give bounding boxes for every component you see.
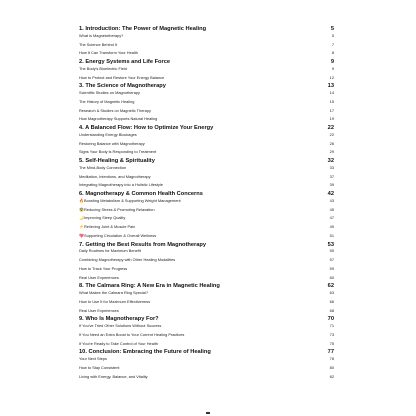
toc-entry-page-number: 59 [329, 265, 334, 271]
chapter-number: 7. [79, 241, 84, 248]
toc-entry-title: Integrating Magnotherapy into a Holistic Lifestyle [79, 182, 163, 188]
chapter-heading[interactable] [79, 191, 334, 198]
toc-entry-page-number: 33 [329, 164, 334, 170]
toc-entry-page-number: 63 [329, 290, 334, 296]
entry-emoji-icon: 🌙 [79, 215, 84, 221]
chapter-title [79, 59, 170, 66]
chapter-title-text: Introduction: The Power of Magnetic Healing [85, 26, 207, 32]
chapter-page-number: 32 [327, 157, 334, 164]
toc-entry-title: Understanding Energy Blockages [79, 131, 137, 137]
toc-entry[interactable] [79, 290, 334, 295]
chapter-heading[interactable] [79, 125, 334, 132]
toc-chapter [79, 242, 334, 281]
toc-chapter [79, 349, 334, 379]
toc-entry[interactable] [79, 141, 334, 146]
toc-entry-title: If You're Ready to Take Control of Your Health [79, 340, 158, 346]
toc-entry-title: The Mind-Body Connection [79, 164, 127, 170]
chapter-title-text: Magnotherapy & Common Health Concerns [85, 190, 203, 197]
toc-entry-title: Meditation, Intentions, and Magnotherapy [79, 173, 151, 179]
toc-entry-label [79, 341, 158, 346]
toc-entry-page-number: 66 [329, 298, 334, 304]
toc-entry-page-number: 78 [329, 356, 334, 362]
toc-entry-label [79, 248, 141, 253]
toc-entry[interactable] [79, 42, 334, 47]
toc-chapter [79, 283, 334, 313]
entry-emoji-icon: 😨 [79, 206, 84, 212]
toc-entry-title: How to Stay Consistent [79, 364, 120, 370]
chapter-page-number: 9 [330, 58, 334, 65]
chapter-page-number: 77 [327, 349, 334, 356]
toc-entry-label [79, 99, 134, 104]
chapter-title-text: Who Is Magnotherapy For? [85, 316, 159, 323]
chapter-title [79, 283, 220, 290]
chapter-number: 2. [79, 58, 84, 65]
toc-entry-title: Signs Your Body is Responding to Treatment [79, 149, 157, 155]
toc-entry-label [79, 42, 117, 47]
toc-entry-label [79, 356, 107, 361]
page-marker [206, 412, 210, 414]
entry-emoji-icon: 🔥 [79, 197, 84, 203]
toc-chapter [79, 158, 334, 188]
toc-entry-label [79, 198, 181, 203]
toc-entry-page-number: 5 [331, 32, 334, 38]
toc-chapter [79, 191, 334, 238]
toc-entry[interactable] [79, 374, 334, 379]
toc-entry-label [79, 149, 156, 154]
toc-entry-title: Boosting Metabolism & Supporting Weight Management [84, 197, 181, 203]
chapter-page-number: 53 [327, 241, 334, 248]
chapter-number: 6. [79, 190, 84, 197]
toc-entry[interactable] [79, 266, 334, 271]
toc-entry-label [79, 182, 163, 187]
toc-entry-title: How It Can Transform Your Health [79, 50, 139, 56]
toc-entry-label [79, 299, 150, 304]
toc-entry-title: The Science Behind It [79, 41, 118, 47]
toc-entry[interactable] [79, 299, 334, 304]
toc-entry-page-number: 68 [329, 307, 334, 313]
chapter-title-text: Getting the Best Results from Magnotherapy [85, 241, 207, 248]
toc-entry-title: Combining Magnotherapy with Other Healing Modalities [79, 257, 176, 263]
toc-entry-title: Relieving Joint & Muscle Pain [84, 224, 136, 230]
toc-entry-page-number: 75 [329, 340, 334, 346]
toc-entry-label [79, 257, 175, 262]
chapter-number: 10. [79, 349, 87, 356]
toc-entry-title: How to Protect and Restore Your Energy Balance [79, 74, 165, 80]
toc-entry-label [79, 207, 155, 212]
toc-entry-page-number: 82 [329, 373, 334, 379]
toc-entry-title: Your Next Steps [79, 356, 107, 362]
toc-entry-title: Scientific Studies on Magnotherapy [79, 89, 140, 95]
toc-entry-title: How to Use It for Maximum Effectiveness [79, 298, 151, 304]
chapter-title [79, 242, 206, 249]
chapter-number: 5. [79, 157, 84, 164]
toc-entry[interactable] [79, 341, 334, 346]
toc-entry-label [79, 50, 138, 55]
toc-entry-page-number: 49 [329, 224, 334, 230]
toc-entry-title: Improving Sleep Quality [84, 215, 126, 221]
chapter-title-text: Energy Systems and Life Force [85, 58, 171, 65]
chapter-heading[interactable] [79, 83, 334, 90]
toc-entry-label [79, 108, 151, 113]
toc-entry-label [79, 116, 157, 121]
toc-entry-page-number: 45 [329, 206, 334, 212]
chapter-page-number: 62 [327, 283, 334, 290]
toc-entry[interactable] [79, 308, 334, 313]
toc-entry[interactable] [79, 75, 334, 80]
chapter-heading[interactable] [79, 316, 334, 323]
toc-entry-label [79, 323, 161, 328]
toc-chapter [79, 125, 334, 155]
toc-entry[interactable] [79, 257, 334, 262]
toc-entry-title: Real User Experiences [79, 307, 119, 313]
toc-entry[interactable] [79, 174, 334, 179]
toc-entry[interactable] [79, 149, 334, 154]
chapter-heading[interactable] [79, 349, 334, 356]
toc-entry-title: If You've Tried Other Solutions Without Success [79, 323, 162, 329]
toc-entry-page-number: 15 [329, 98, 334, 104]
toc-entry-label [79, 308, 119, 313]
toc-entry[interactable] [79, 198, 334, 203]
toc-entry-title: Restoring Balance with Magnotherapy [79, 140, 145, 146]
toc-entry-label [79, 141, 145, 146]
toc-entry-page-number: 7 [331, 41, 334, 47]
chapter-heading[interactable] [79, 242, 334, 249]
chapter-title [79, 125, 213, 132]
toc-entry-label [79, 215, 125, 220]
toc-entry[interactable] [79, 215, 334, 220]
chapter-title-text: Self-Healing & Spirituality [85, 157, 155, 164]
chapter-page-number: 13 [327, 83, 334, 90]
toc-entry[interactable] [79, 323, 334, 328]
toc-entry-page-number: 14 [329, 89, 334, 95]
toc-entry-page-number: 60 [329, 274, 334, 280]
chapter-title [79, 349, 211, 356]
toc-entry-page-number: 73 [329, 331, 334, 337]
toc-entry-page-number: 8 [331, 50, 334, 56]
toc-entry-page-number: 43 [329, 197, 334, 203]
toc-chapter [79, 316, 334, 346]
table-of-contents [79, 26, 334, 382]
toc-entry-page-number: 57 [329, 257, 334, 263]
toc-entry-label [79, 165, 126, 170]
toc-entry[interactable] [79, 116, 334, 121]
chapter-title [79, 83, 166, 90]
toc-entry-title: How to Track Your Progress [79, 265, 128, 271]
toc-entry-label [79, 75, 164, 80]
toc-entry-label [79, 233, 156, 238]
chapter-title-text: A Balanced Flow: How to Optimize Your Energy [85, 124, 214, 131]
chapter-title [79, 316, 159, 323]
toc-entry-page-number: 26 [329, 140, 334, 146]
toc-chapter [79, 83, 334, 122]
chapter-title-text: Conclusion: Embracing the Future of Healing [88, 349, 211, 356]
toc-entry-title: Supporting Circulation & Overall Wellness [84, 232, 157, 238]
chapter-page-number: 70 [327, 316, 334, 323]
toc-entry-title: The Body's Bioelectric Field [79, 65, 127, 71]
toc-chapter [79, 59, 334, 80]
toc-entry-page-number: 22 [329, 131, 334, 137]
toc-entry[interactable] [79, 233, 334, 238]
toc-entry[interactable] [79, 50, 334, 55]
toc-entry[interactable] [79, 132, 334, 137]
toc-entry[interactable] [79, 224, 334, 229]
toc-entry-label [79, 33, 123, 38]
toc-entry[interactable] [79, 182, 334, 187]
toc-entry-page-number: 55 [329, 248, 334, 254]
toc-entry-title: Real User Experiences [79, 274, 119, 280]
toc-entry-label [79, 66, 127, 71]
toc-entry[interactable] [79, 108, 334, 113]
toc-entry-title: Daily Routines for Maximum Benefit [79, 248, 141, 254]
chapter-title [79, 158, 155, 165]
chapter-number: 3. [79, 83, 84, 90]
chapter-heading[interactable] [79, 158, 334, 165]
toc-entry[interactable] [79, 33, 334, 38]
toc-entry[interactable] [79, 207, 334, 212]
toc-entry-page-number: 29 [329, 149, 334, 155]
toc-entry-page-number: 80 [329, 364, 334, 370]
chapter-title-text: The Calmara Ring: A New Era in Magnetic Healing [85, 283, 220, 290]
chapter-number: 8. [79, 283, 84, 290]
chapter-heading[interactable] [79, 283, 334, 290]
toc-entry-title: Living with Energy, Balance, and Vitality [79, 373, 148, 379]
toc-entry-label [79, 224, 135, 229]
toc-entry[interactable] [79, 90, 334, 95]
toc-entry-page-number: 19 [329, 116, 334, 122]
chapter-number: 1. [79, 26, 84, 32]
toc-entry-label [79, 174, 151, 179]
toc-entry-label [79, 290, 148, 295]
toc-entry-page-number: 17 [329, 107, 334, 113]
toc-entry-label [79, 90, 140, 95]
toc-entry[interactable] [79, 66, 334, 71]
toc-entry-label [79, 374, 148, 379]
toc-entry-title: What Makes the Calmara Ring Special? [79, 290, 148, 296]
toc-entry-page-number: 71 [329, 323, 334, 329]
toc-entry-label [79, 275, 119, 280]
toc-entry[interactable] [79, 99, 334, 104]
chapter-title [79, 26, 206, 33]
toc-entry-page-number: 12 [329, 74, 334, 80]
toc-entry-title: Reducing Stress & Promoting Relaxation [84, 206, 155, 212]
toc-entry[interactable] [79, 356, 334, 361]
entry-emoji-icon: ⚡ [79, 224, 84, 230]
chapter-page-number: 22 [327, 124, 334, 131]
chapter-number: 4. [79, 124, 84, 131]
toc-entry-label [79, 266, 127, 271]
toc-entry[interactable] [79, 275, 334, 280]
chapter-page-number: 5 [330, 26, 334, 32]
entry-emoji-icon: 💖 [79, 232, 84, 238]
toc-entry-label [79, 365, 119, 370]
toc-entry[interactable] [79, 248, 334, 253]
toc-entry-label [79, 332, 184, 337]
toc-entry-page-number: 47 [329, 215, 334, 221]
chapter-heading[interactable] [79, 26, 334, 33]
toc-entry-title: The History of Magnetic Healing [79, 98, 135, 104]
chapter-number: 9. [79, 316, 84, 323]
chapter-title [79, 191, 203, 198]
toc-entry-title: What is Magnetotherapy? [79, 32, 124, 38]
chapter-page-number: 42 [327, 190, 334, 197]
toc-entry[interactable] [79, 332, 334, 337]
toc-entry-page-number: 9 [331, 65, 334, 71]
toc-entry[interactable] [79, 165, 334, 170]
toc-entry-title: Research & Studies on Magnetic Therapy [79, 107, 151, 113]
toc-entry-page-number: 51 [329, 232, 334, 238]
chapter-heading[interactable] [79, 59, 334, 66]
toc-entry-title: If You Need an Extra Boost to Your Current Healing Practices [79, 331, 185, 337]
toc-entry-title: How Magnotherapy Supports Natural Healing [79, 116, 158, 122]
toc-entry-page-number: 37 [329, 173, 334, 179]
toc-entry-label [79, 132, 137, 137]
chapter-title-text: The Science of Magnotherapy [85, 83, 166, 90]
toc-chapter [79, 26, 334, 56]
toc-entry[interactable] [79, 365, 334, 370]
toc-entry-page-number: 39 [329, 182, 334, 188]
